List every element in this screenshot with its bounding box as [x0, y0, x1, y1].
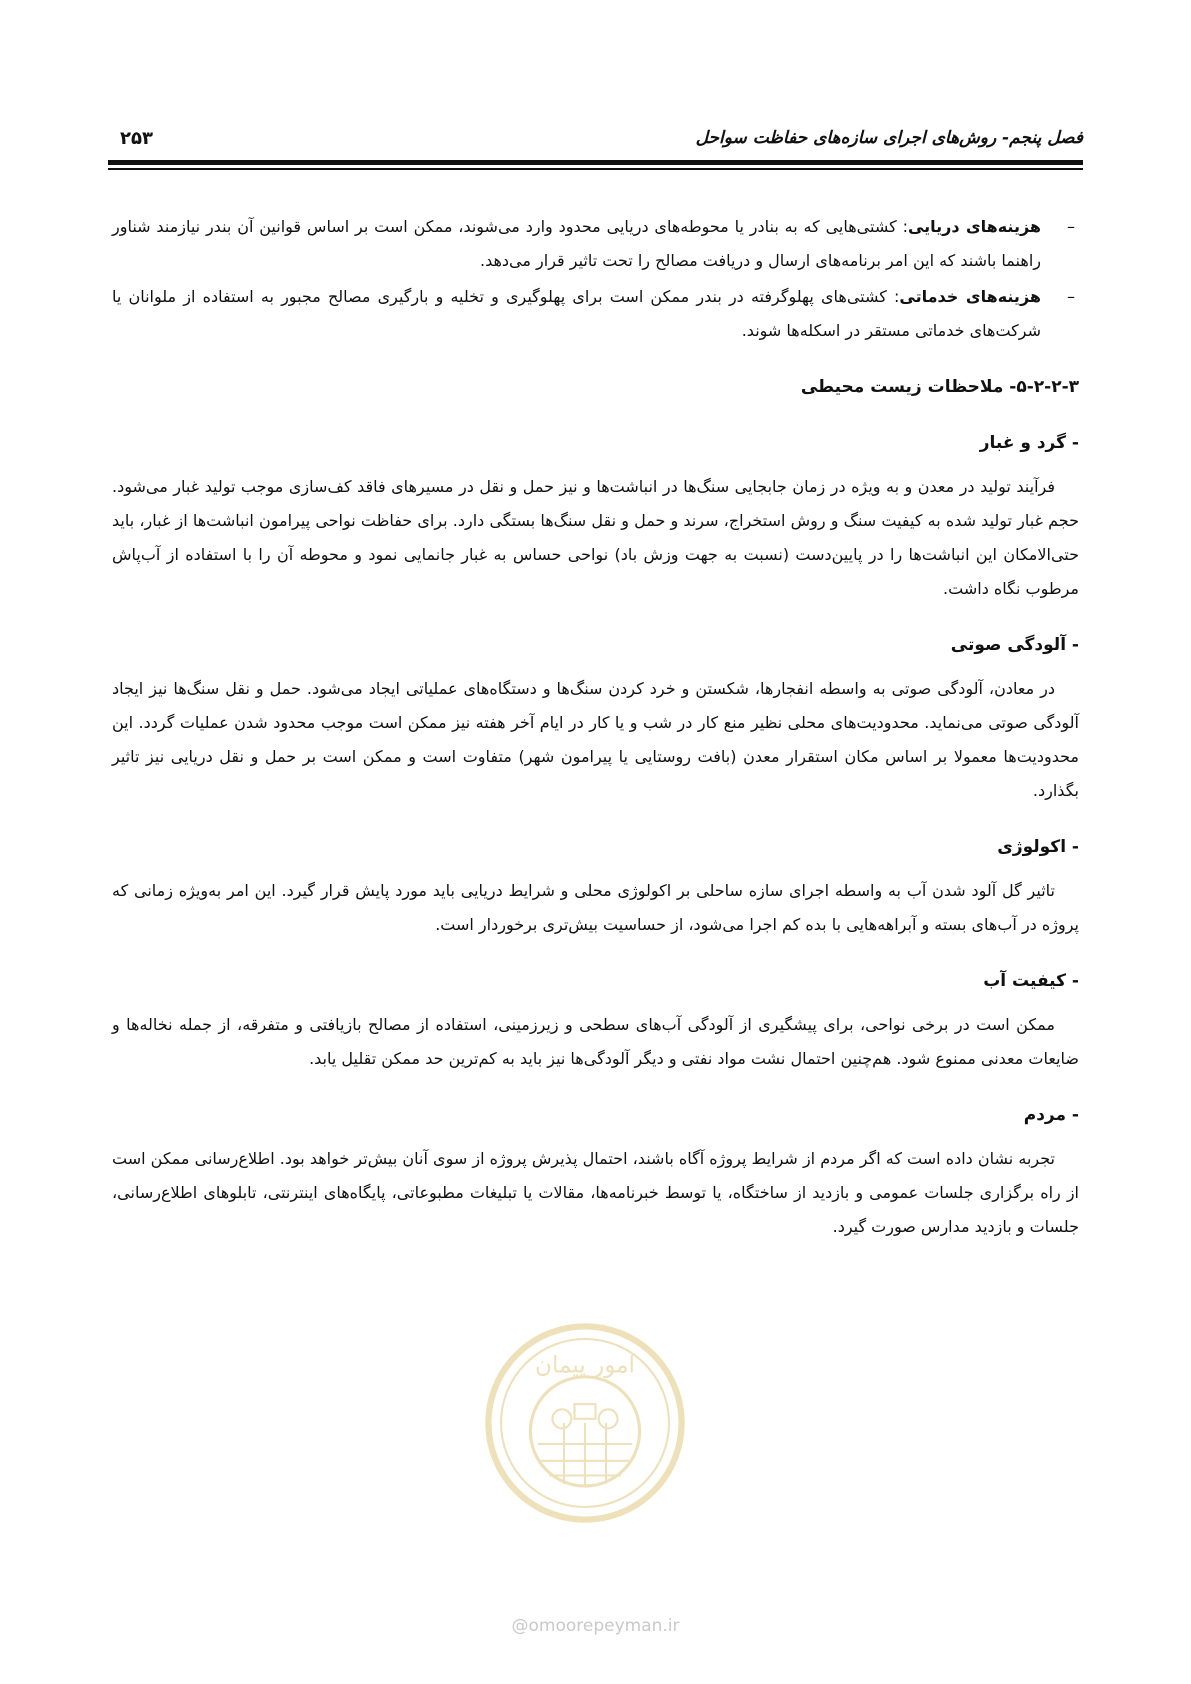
bullet-term: هزینه‌های دریایی — [907, 217, 1041, 236]
header-rule-thin — [108, 168, 1083, 170]
subsection-title: - آلودگی صوتی — [950, 635, 1079, 655]
subsection-title: - مردم — [1023, 1105, 1079, 1125]
subsection-title: - کیفیت آب — [983, 971, 1079, 991]
chapter-title: فصل پنجم- روش‌های اجرای سازه‌های حفاظت سواحل — [695, 128, 1083, 148]
paragraph: تجربه نشان داده است که اگر مردم از شرایط پروژه آگاه باشند، احتمال پذیرش پروژه از سوی آنان بیش‌تر خواهد بود. اطلاع‌رسانی ممکن است از راه برگزاری جلسات عمومی و بازدید از ساختگاه، یا توسط خبرنامه‌ها، مقالات یا تبلیغات مطبوعاتی، پایگاه‌های اینترنتی، تابلوهای اطلاع‌رسانی، جلسات و بازدید مدارس صورت گیرد. — [112, 1149, 1079, 1236]
seal-text: امور پیمان — [535, 1352, 635, 1379]
subsection-title: - گرد و غبار — [979, 433, 1079, 453]
bullet-dash: – — [1067, 287, 1075, 306]
bullet-item — [112, 280, 1079, 348]
paragraph: ممکن است در برخی نواحی، برای پیشگیری از آلودگی آب‌های سطحی و زیرزمینی، استفاده از مصالح بازیافتی و متفرقه، از جمله نخاله‌ها و ضایعات معدنی ممنوع شود. هم‌چنین احتمال نشت مواد نفتی و دیگر آلودگی‌ها نیز باید به کم‌ترین حد ممکن تقلیل یابد. — [112, 1015, 1079, 1068]
bullet-text: : کشتی‌هایی که به بنادر یا محوطه‌های دریایی محدود وارد می‌شوند، ممکن است بر اساس قوانین آن بندر نیازمند شناور راهنما باشند که این امر برنامه‌های ارسال و دریافت مصالح را تحت تاثیر قرار می‌دهد. — [112, 217, 1041, 270]
watermark-url: @omoorepeyman.ir — [511, 1616, 680, 1636]
bullet-item — [112, 210, 1079, 278]
bullet-text: : کشتی‌های پهلوگرفته در بندر ممکن است برای پهلوگیری و تخلیه و بارگیری مصالح مجبور به استفاده از ملوانان یا شرکت‌های خدماتی مستقر در اسکله‌ها شوند. — [112, 287, 1041, 340]
section-heading: ۵-۲-۲-۳- ملاحظات زیست محیطی — [800, 377, 1079, 397]
paragraph: در معادن، آلودگی صوتی به واسطه انفجارها، شکستن و خرد کردن سنگ‌ها و دستگاه‌های عملیاتی ایجاد می‌شود. حمل و نقل سنگ‌ها نیز ایجاد آلودگی صوتی می‌نماید. محدودیت‌های محلی نظیر منع کار در شب و یا کار در ایام آخر هفته نیز ممکن است موجب محدود شدن عملیات گردد. این محدودیت‌ها معمولا بر اساس مکان استقرار معدن (بافت روستایی یا پیرامون شهر) متفاوت است و ممکن است بر حمل و نقل دریایی نیز تاثیر بگذارد. — [112, 679, 1079, 800]
page-number: ۲۵۳ — [120, 128, 153, 149]
subsection-title: - اکولوژی — [997, 837, 1079, 857]
watermark-seal-icon — [480, 1318, 690, 1528]
paragraph: تاثیر گل آلود شدن آب به واسطه اجرای سازه ساحلی بر اکولوژی محلی و شرایط دریایی باید مورد پایش قرار گیرد. این امر به‌ویژه زمانی که پروژه در آب‌های بسته و آبراهه‌هایی با بده کم اجرا می‌شود، از حساسیت بیش‌تری برخوردار است. — [112, 881, 1079, 934]
bullet-dash: – — [1067, 217, 1075, 236]
header-rule-thick — [108, 160, 1083, 165]
page-header — [108, 128, 1083, 152]
bullet-term: هزینه‌های خدماتی — [899, 287, 1041, 306]
body-text — [112, 210, 1079, 1244]
paragraph: فرآیند تولید در معدن و به ویژه در زمان جابجایی سنگ‌ها در انباشت‌ها و نیز حمل و نقل در مسیرهای فاقد کف‌سازی موجب تولید غبار می‌شود. حجم غبار تولید شده به کیفیت سنگ و روش استخراج، سرند و حمل و نقل سنگ‌ها بستگی دارد. برای حفاظت نواحی پیرامون انباشت‌ها از غبار، باید حتی‌الامکان این انباشت‌ها را در پایین‌دست (نسبت به جهت وزش باد) نواحی حساس به غبار جانمایی نمود و محوطه آن را با استفاده از آب‌پاش مرطوب نگاه داشت. — [112, 477, 1079, 598]
